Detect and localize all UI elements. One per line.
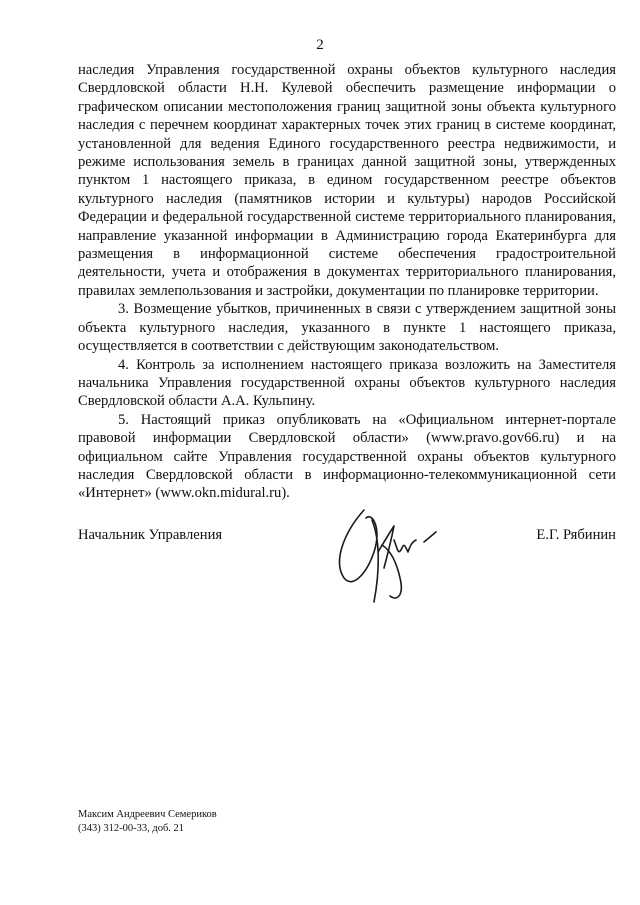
page-number: 2 (316, 37, 324, 53)
signer-title: Начальник Управления (78, 527, 223, 543)
signer-name: Е.Г. Рябинин (536, 527, 616, 543)
paragraph-continuation: наследия Управления государственной охраны объектов культурного наследия Свердловской области Н.Н. Кулевой обеспечить размещение информации о графическом описании местоположения границ защитной зоны объекта культурного наследия с перечнем координат характерных точек этих границ в системе координат, установленной для ведения Единого государственного реестра недвижимости, и режиме использования земель в границах данной защитной зоны, утвержденных пунктом 1 настоящего приказа, в едином государственном реестре объектов культурного наследия (памятников истории и культуры) народов Российской Федерации и федеральной государственной системе территориального планирования, направление указанной информации в Администрацию города Екатеринбурга для размещения в информационной системе обеспечения градостроительной деятельности, учета и отображения в документах территориального планирования, правилах землепользования и застройки, документации по планировке территории. (78, 62, 616, 299)
paragraph-item-4: 4. Контроль за исполнением настоящего приказа возложить на Заместителя начальника Управления государственной охраны объектов культурного наследия Свердловской области А.А. Кульпину. (78, 356, 616, 410)
executor-phone: (343) 312-00-33, доб. 21 (78, 823, 185, 834)
handwritten-signature (324, 490, 454, 620)
executor-name: Максим Андреевич Семериков (78, 809, 217, 820)
paragraph-item-3: 3. Возмещение убытков, причиненных в связи с утверждением защитной зоны объекта культурного наследия, указанного в пункте 1 настоящего приказа, осуществляется в соответствии с действующим законодательством. (78, 301, 616, 355)
paragraph-item-5: 5. Настоящий приказ опубликовать на «Официальном интернет-портале правовой информации Свердловской области» (www.pravo.gov66.ru) и на официальном сайте Управления государственной охраны объектов культурного наследия Свердловской области в информационно-телекоммуникационной сети «Интернет» (www.okn.midural.ru). (78, 411, 616, 502)
document-body (78, 61, 616, 503)
executor-footer (78, 808, 217, 836)
